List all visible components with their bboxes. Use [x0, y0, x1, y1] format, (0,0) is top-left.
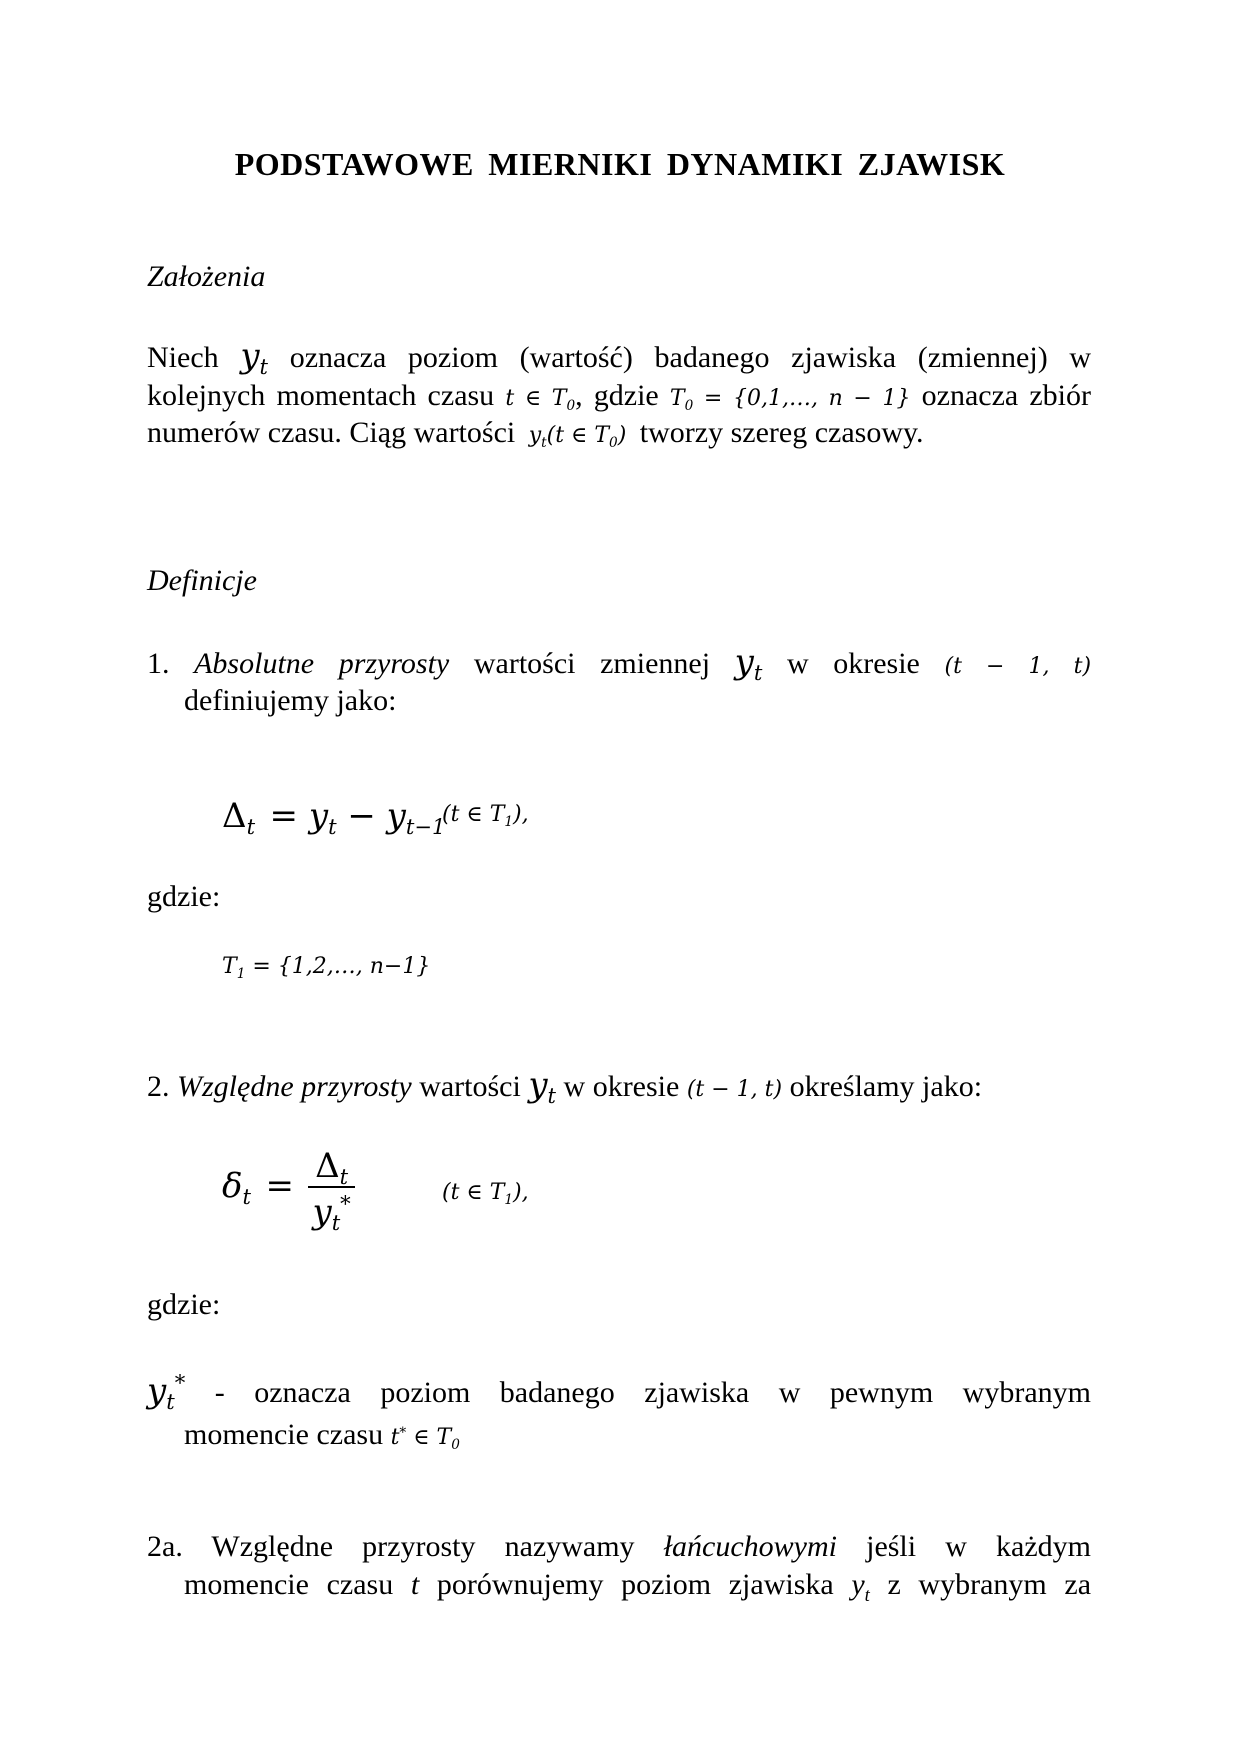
def2a-line-2: [184, 1566, 1091, 1608]
list-number: 2a.: [147, 1530, 183, 1563]
math-yt: $y_t$: [734, 642, 763, 686]
math-t: t: [410, 1568, 420, 1601]
math-T1-set: $T_1$ = {1,2,…, n−1}: [222, 954, 431, 982]
def1-where: gdzie:: [147, 880, 221, 913]
ystar-line-1: [147, 1372, 1091, 1414]
math-tstar-in-T0: t* ∈ $T_0$: [390, 1424, 460, 1453]
text: numerów czasu. Ciąg wartości: [147, 416, 516, 449]
text: w okresie: [786, 647, 920, 680]
text: Niech: [147, 341, 219, 374]
text: określamy jako:: [789, 1070, 983, 1103]
text: tworzy szereg czasowy.: [639, 416, 924, 449]
math-yt: $y_t$: [240, 336, 269, 380]
formula-2-domain: (t ∈ $T_1$),: [442, 1180, 529, 1208]
math-ystar: $y_t^*$: [147, 1370, 186, 1415]
formula-absolute-increment: $\Delta_t = y_t - y_{t-1}$: [222, 796, 446, 840]
section-heading-assumptions: Założenia: [147, 260, 266, 293]
text: oznacza zbiór: [921, 379, 1092, 412]
text: - oznacza poziom badanego zjawiska w pewnym wybranym: [214, 1376, 1091, 1409]
text: jeśli w każdym: [866, 1530, 1091, 1563]
def1-line-2: definiujemy jako:: [184, 684, 397, 717]
text: Względne przyrosty nazywamy: [211, 1530, 635, 1563]
text: oznacza poziom (wartość) badanego zjawiska (zmiennej) w: [289, 341, 1092, 374]
text: w okresie: [563, 1070, 680, 1103]
text: porównujemy poziom zjawiska: [436, 1568, 834, 1601]
math-T0-set: $T_0$ = {0,1,…, n − 1}: [669, 386, 911, 414]
assumption-line-3: [147, 414, 924, 457]
list-number: 2.: [147, 1070, 170, 1103]
math-yt-series: $y_t(t$ ∈ $T_0$): [528, 423, 627, 451]
math-t-in-T0: t ∈ $T_0$: [505, 386, 576, 414]
text: kolejnych momentach czasu: [147, 379, 495, 412]
formula-1-domain: (t ∈ $T_1$),: [442, 802, 529, 830]
assumption-line-1: [147, 337, 1091, 379]
def2-where: gdzie:: [147, 1288, 221, 1321]
term: Absolutne przyrosty: [194, 647, 450, 680]
text: wartości: [419, 1070, 521, 1103]
def1-line-1: [147, 643, 1091, 686]
def2-line-1: [147, 1066, 982, 1109]
page-title: PODSTAWOWE MIERNIKI DYNAMIKI ZJAWISK: [234, 146, 1006, 182]
text: , gdzie: [575, 379, 659, 412]
text: wartości zmiennej: [473, 647, 711, 680]
term: Względne przyrosty: [177, 1070, 412, 1103]
list-number: 1.: [147, 647, 170, 680]
ystar-line-2: [184, 1416, 460, 1459]
math-yt: $y_t$: [851, 1568, 870, 1606]
text: z wybranym za: [887, 1568, 1092, 1601]
fraction: $\frac{\Delta_t}{y_t^*}$: [308, 1146, 354, 1232]
math-period: (t − 1, t): [944, 654, 1092, 679]
math-period: (t − 1, t): [686, 1077, 783, 1102]
math-yt: $y_t$: [528, 1065, 557, 1109]
def2a-line-1: [147, 1528, 1091, 1566]
formula-relative-increment: $\delta_t$ = $\frac{\Delta_t}{y_t^*}$: [222, 1146, 355, 1232]
text: momencie czasu: [184, 1568, 394, 1601]
text: momencie czasu: [184, 1418, 384, 1451]
term: łańcuchowymi: [663, 1530, 837, 1563]
section-heading-definitions: Definicje: [147, 564, 257, 597]
